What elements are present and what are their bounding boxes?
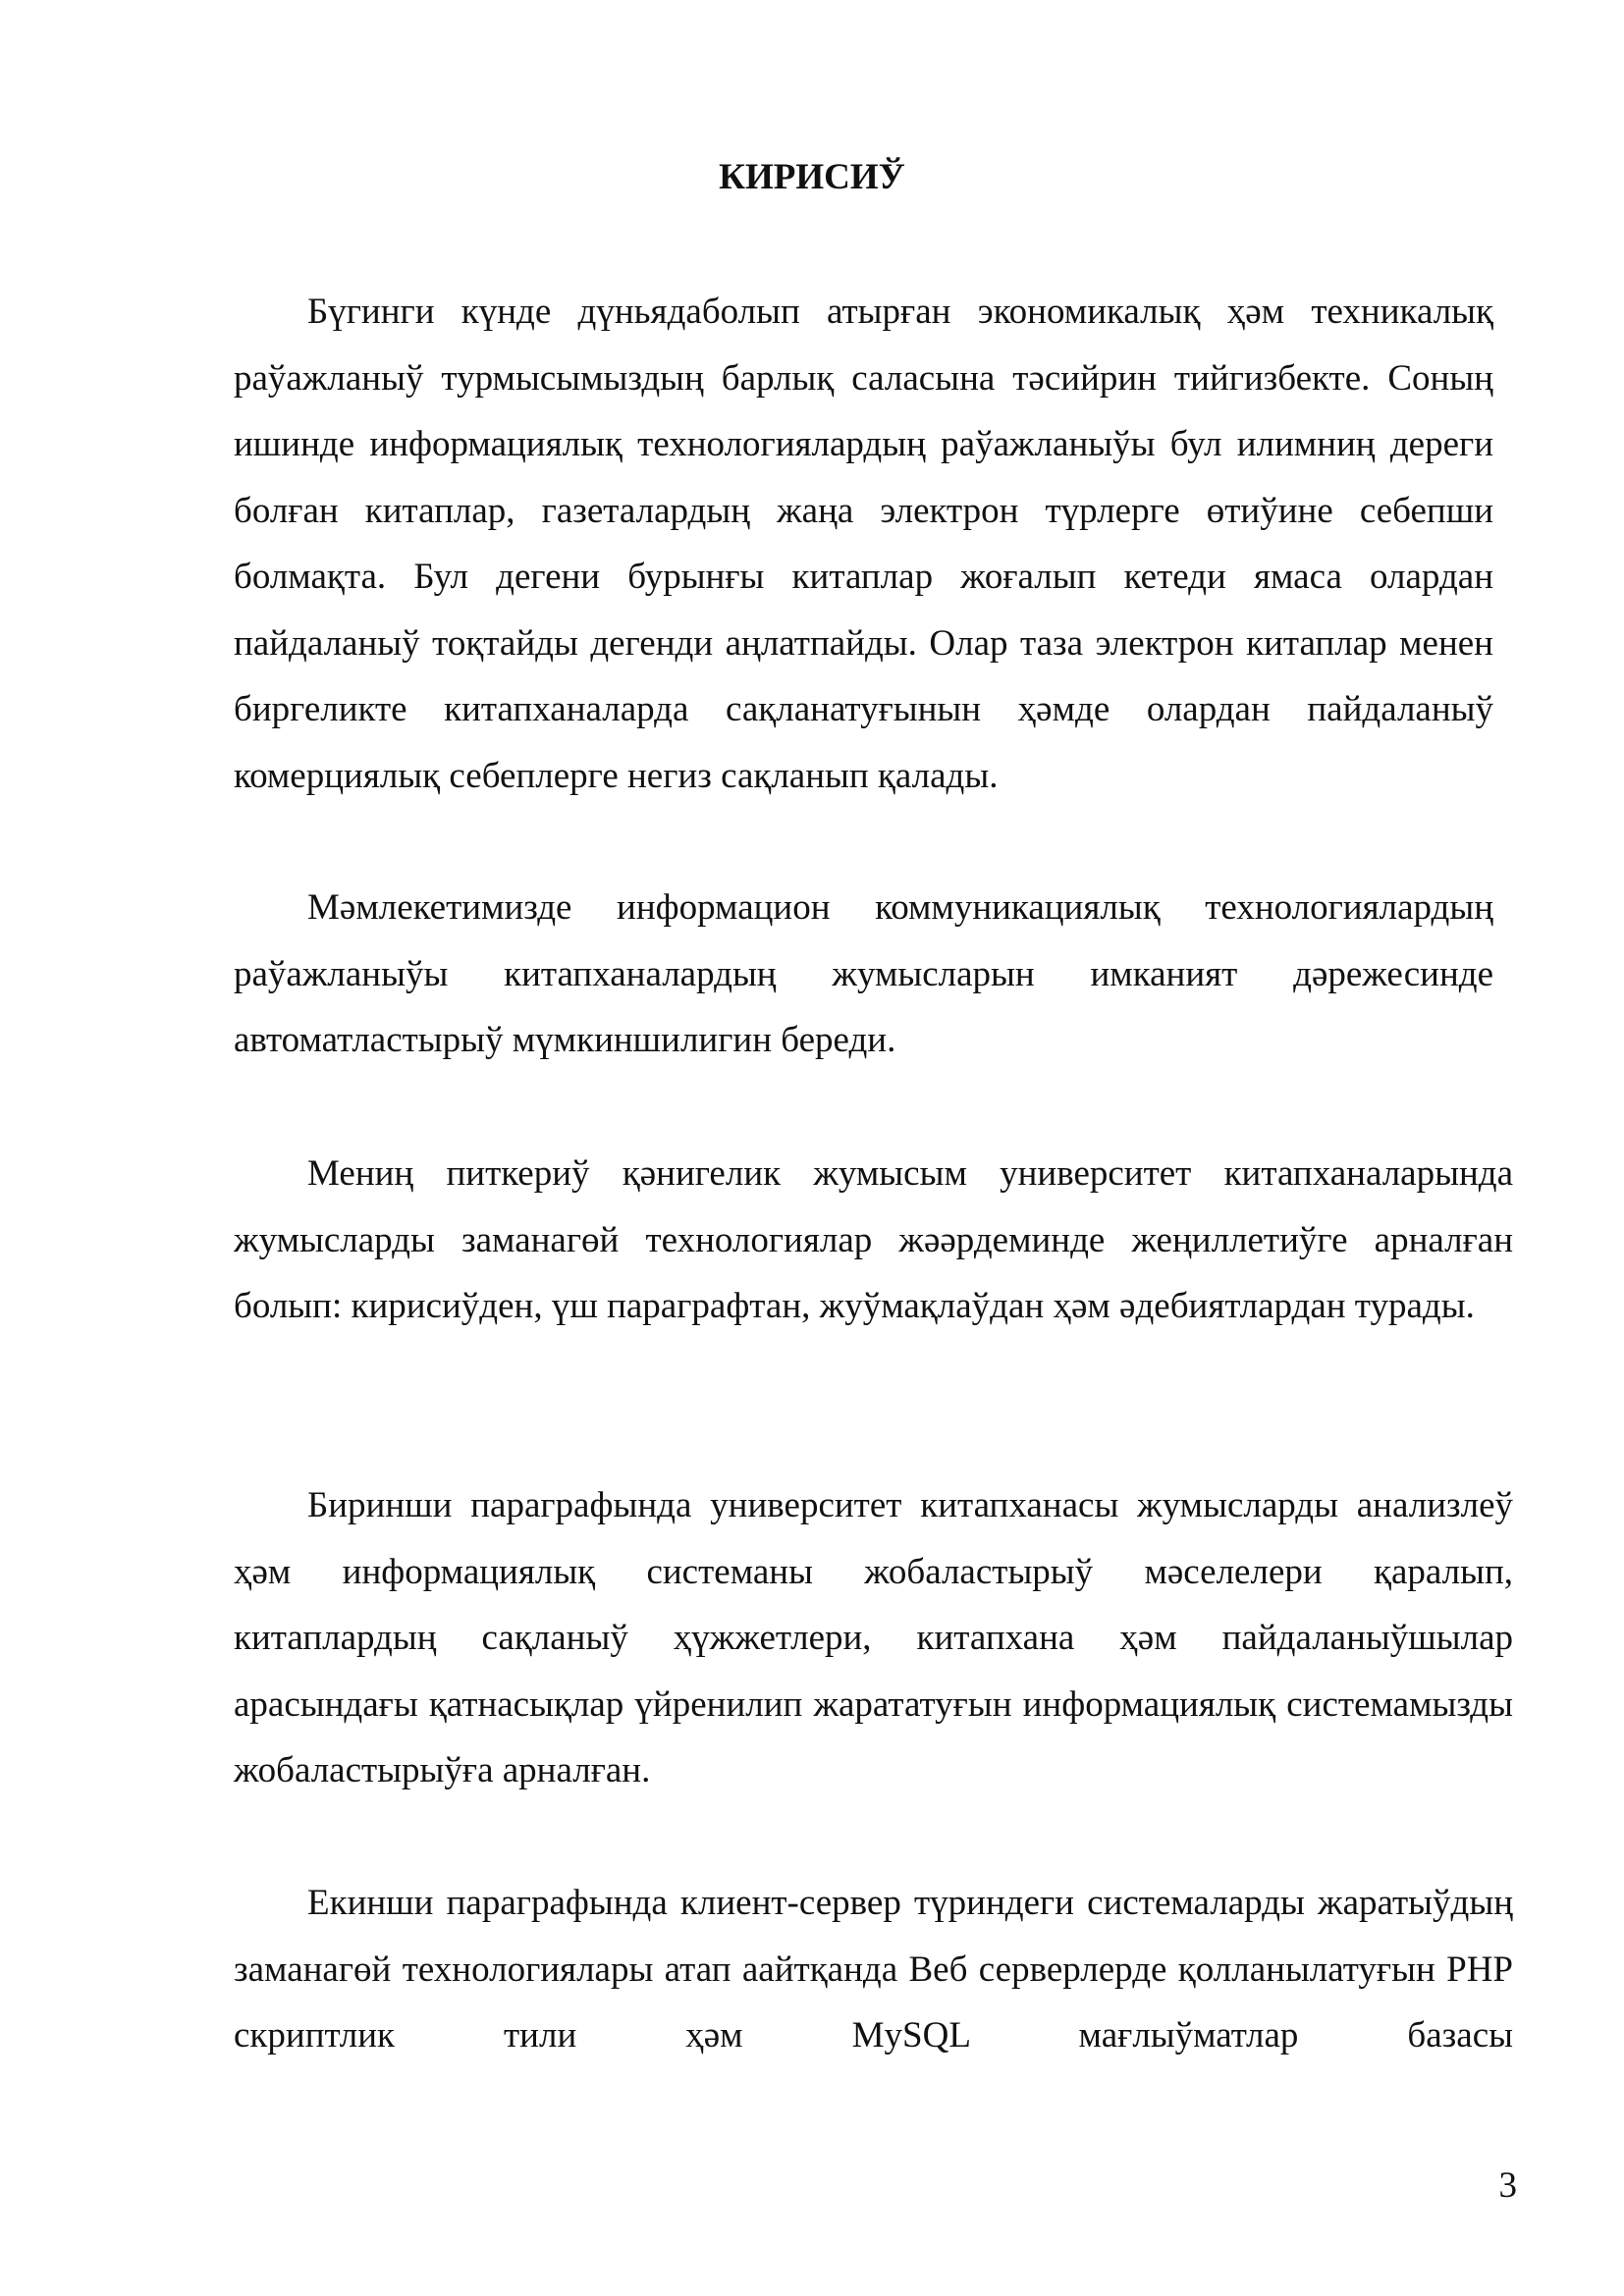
paragraph-state-ict: Мәмлекетимизде информацион коммуникациялық технологиялардың раўажланыўы китапханалардың жумысларын имканият дәрежесинде автоматластырыў мүмкиншилигин береди. — [234, 887, 1493, 1060]
paragraph-second-section: Екинши параграфында клиент-сервер түриндеги системаларды жаратыўдың заманагөй технологиялары атап аайтқанда Веб серверлерде қолланылатуғын PHP скриптлик тили ҳәм MySQL мағлыўматлар базасы — [234, 1883, 1513, 2056]
paragraph-first-section: Биринши параграфында университет китапханасы жумысларды анализлеў ҳәм информациялық системаны жобаластырыў мәселелери қаралып, китаплардың сақланыў ҳүжжетлери, китапхана ҳәм пайдаланыўшылар арасындағы қатнасықлар үйренилип жарататуғын информациялық системамызды жобаластырыўға арналған. — [234, 1485, 1513, 1790]
paragraph-thesis-structure: Мениң питкериў қәнигелик жумысым университет китапханаларында жумысларды заманагөй технологиялар жәәрдеминде жеңиллетиўге арналған болып: кирисиўден, үш параграфтан, жуўмақлаўдан ҳәм әдебиятлардан турады. — [234, 1153, 1513, 1326]
section-title: КИРИСИЎ — [719, 157, 905, 197]
page-number: 3 — [1498, 2165, 1517, 2206]
paragraph-intro: Бүгинги күнде дүньядаболып атырған экономикалық ҳәм техникалық раўажланыў турмысымыздың барлық саласына тәсийрин тийгизбекте. Соның ишинде информациялық технологиялардың раўажланыўы бул илимниң дереги болған китаплар, газеталардың жаңа электрон түрлерге өтиўине себепши болмақта. Бул дегени бурынғы китаплар жоғалып кетеди ямаса олардан пайдаланыў тоқтайды дегенди аңлатпайды. Олар таза электрон китаплар менен биргеликте китапханаларда сақланатуғынын ҳәмде олардан пайдаланыў комерциялық себеплерге негиз сақланып қалады. — [234, 292, 1493, 796]
